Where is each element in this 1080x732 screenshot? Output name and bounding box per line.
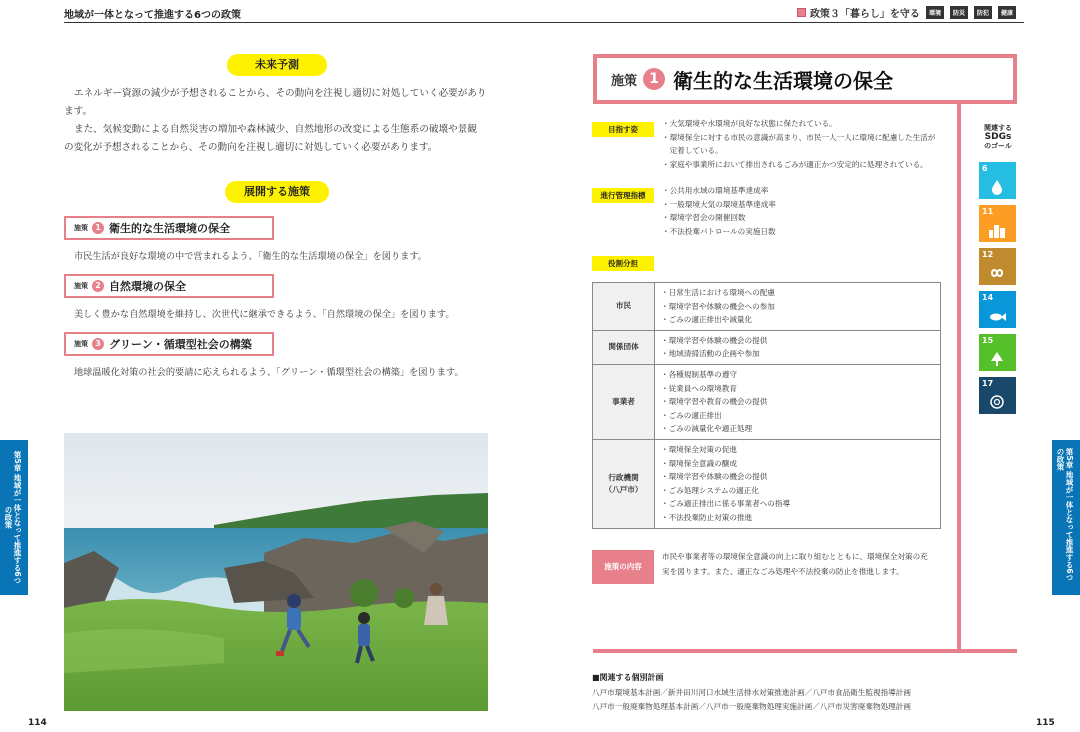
role-name: 行政機関 (608, 472, 639, 482)
sdg-goal-15 (979, 334, 1016, 371)
partnership-icon (988, 394, 1006, 410)
list-item: ・ごみ適正排出に係る事業者への指導 (661, 499, 791, 509)
sdg-goal-11 (979, 205, 1016, 242)
sdgs-title-line: のゴール (984, 142, 1012, 150)
chapter-side-tab-left[interactable] (0, 440, 28, 595)
table-row (593, 283, 941, 331)
page-number-left: 114 (28, 718, 47, 728)
policy-title: グリーン・循環型社会の構築 (109, 338, 252, 351)
policy-box-2 (64, 274, 274, 298)
list-item: ・家庭や事業所において排出されるごみが適正かつ安定的に処理されている。 (662, 159, 928, 169)
fish-icon (988, 308, 1006, 324)
header-tag: 環境 (926, 6, 944, 19)
sdg-goal-17 (979, 377, 1016, 414)
roles-table (592, 282, 941, 529)
coastline-photo (64, 433, 488, 711)
header-right-title: 政策３「暮らし」を守る (809, 9, 920, 20)
indicator-list (662, 184, 776, 238)
future-forecast-label: 未来予測 (227, 54, 327, 76)
policy-box-3 (64, 332, 274, 356)
list-item: ・環境学習会の開催回数 (662, 213, 746, 223)
sdg-goal-6 (979, 162, 1016, 199)
role-items (655, 283, 941, 331)
policy-number: 3 (92, 338, 104, 350)
policy-title: 自然環境の保全 (109, 280, 186, 293)
policy-number: 1 (643, 68, 665, 90)
future-text-1b: ます。 (64, 106, 93, 117)
sdg-goal-12 (979, 248, 1016, 285)
role-items (655, 439, 941, 528)
list-item: ・不法投棄パトロールの実施日数 (662, 226, 776, 236)
policy-number: 2 (92, 280, 104, 292)
content-line: 市民や事業者等の環境保全意識の向上に取り組むとともに、環境保全対策の充 (662, 552, 928, 561)
list-item: ・環境学習や体験の機会の提供 (661, 335, 768, 345)
sdg-number: 11 (982, 207, 994, 216)
list-item: ・一般環境大気の環境基準達成率 (662, 199, 776, 209)
role-items (655, 364, 941, 439)
list-item: ・日常生活における環境への配慮 (661, 288, 775, 297)
policy-label: 施策 (74, 340, 88, 348)
sdgs-title-line: 関連する (984, 124, 1012, 132)
policy-desc-2: 美しく豊かな自然環境を維持し、次世代に継承できるよう、「自然環境の保全」を図ります。 (74, 309, 455, 320)
sdg-number: 17 (982, 379, 994, 388)
policy-number: 1 (92, 222, 104, 234)
header-tag: 防災 (950, 6, 968, 19)
related-plans-list (592, 686, 911, 713)
roles-label: 役割分担 (592, 256, 654, 271)
policy-square-icon (797, 8, 806, 17)
policy-desc-1: 市民生活が良好な環境の中で営まれるよう、「衛生的な生活環境の保全」を図ります。 (74, 251, 427, 262)
role-cell: 事業者 (593, 364, 655, 439)
chapter-text: 地域が一体となって推進する6つの政策 (1056, 448, 1074, 582)
chapter-label: 第5章 (13, 450, 22, 472)
list-item: ・各種規制基準の遵守 (661, 369, 737, 379)
role-name-sub: （八戸市） (604, 484, 643, 494)
list-item: ・不法投棄防止対策の推進 (661, 512, 753, 522)
role-items (655, 330, 941, 364)
policy-content-text (662, 549, 952, 579)
list-item: 定着している。 (662, 146, 723, 156)
policy-desc-3: 地球温暖化対策の社会的要請に応えられるよう、「グリーン・循環型社会の構築」を図ります。 (74, 367, 464, 378)
future-text-2a: また、気候変動による自然災害の増加や森林減少、自然地形の改変による生態系の破壊や景観 (74, 124, 477, 135)
list-item: ・地域清掃活動の企画や参加 (661, 349, 760, 359)
chapter-side-tab-right[interactable] (1052, 440, 1080, 595)
list-item: ・公共用水域の環境基準達成率 (662, 186, 769, 195)
policy-title: 衛生的な生活環境の保全 (109, 222, 230, 235)
goal-list (662, 117, 935, 171)
policy-title-frame (593, 54, 1017, 104)
list-item: ・環境学習や教育の機会の提供 (661, 397, 768, 407)
policy-content-label: 施策の内容 (592, 550, 654, 584)
sdg-number: 14 (982, 293, 994, 302)
page-number-right: 115 (1036, 718, 1055, 728)
list-item: ・環境保全に対する市民の意識が高まり、市民一人一人に環境に配慮した生活が (662, 132, 936, 142)
related-plan-line: 八戸市一般廃棄物処理基本計画／八戸市一般廃棄物処理実施計画／八戸市災害廃棄物処理計画 (592, 701, 911, 711)
list-item: ・大気環境や水環境が良好な状態に保たれている。 (662, 119, 837, 128)
role-cell: 市民 (593, 283, 655, 331)
tree-icon (988, 351, 1006, 367)
sdgs-title (978, 124, 1018, 151)
list-item: ・環境学習や体験の機会の提供 (661, 472, 768, 482)
list-item: ・ごみの適正排出 (661, 410, 722, 420)
sdg-number: 15 (982, 336, 994, 345)
policy-label: 施策 (611, 73, 638, 89)
sdgs-title-line: SDGs (984, 132, 1012, 142)
list-item: ・環境保全対策の促進 (661, 444, 737, 454)
sdg-number: 6 (982, 164, 988, 173)
header-left-title: 地域が一体となって推進する6つの政策 (64, 10, 241, 21)
role-cell (593, 439, 655, 528)
content-line: 実を図ります。また、適正なごみ処理や不法投棄の防止を推進します。 (662, 567, 904, 576)
table-row (593, 364, 941, 439)
role-cell: 関係団体 (593, 330, 655, 364)
list-item: ・ごみの適正排出や減量化 (661, 315, 753, 325)
chapter-text: 地域が一体となって推進する6つの政策 (4, 473, 22, 585)
list-item: ・従業員への環境教育 (661, 383, 737, 393)
policy-box-1 (64, 216, 274, 240)
goal-label: 目指す姿 (592, 122, 654, 137)
deploy-policy-label: 展開する施策 (225, 181, 329, 203)
list-item: ・ごみ処理システムの適正化 (661, 485, 759, 495)
policy-label: 施策 (74, 224, 88, 232)
future-text-1a: エネルギー資源の減少が予想されることから、その動向を注視し適切に対処していく必要があり (74, 88, 487, 99)
sdg-goal-14 (979, 291, 1016, 328)
list-item: ・環境保全意識の醸成 (661, 458, 737, 468)
list-item: ・ごみの減量化や適正処理 (661, 424, 753, 434)
policy-label: 施策 (74, 282, 88, 290)
table-row (593, 330, 941, 364)
infinity-icon (988, 265, 1006, 281)
frame-vertical-bar (957, 100, 961, 653)
indicator-label: 進行管理指標 (592, 188, 654, 203)
city-icon (988, 222, 1006, 238)
related-plans-heading: ■関連する個別計画 (592, 673, 664, 682)
table-row (593, 439, 941, 528)
header-rule (64, 22, 1024, 23)
header-right (797, 5, 1016, 20)
sdg-number: 12 (982, 250, 994, 259)
header-tag: 防犯 (974, 6, 992, 19)
water-drop-icon (988, 179, 1006, 195)
frame-horizontal-bar (593, 649, 1017, 653)
related-plan-line: 八戸市環境基本計画／新井田川河口水域生活排水対策推進計画／八戸市食品衛生監視指導計画 (592, 688, 911, 697)
list-item: ・環境学習や体験の機会への参加 (661, 301, 775, 311)
header-tag: 健康 (998, 6, 1016, 19)
policy-title: 衛生的な生活環境の保全 (673, 68, 894, 93)
chapter-label: 第5章 (1065, 448, 1074, 469)
future-text-2b: の変化が予想されることから、その動向を注視し適切に対処していく必要があります。 (64, 142, 438, 153)
